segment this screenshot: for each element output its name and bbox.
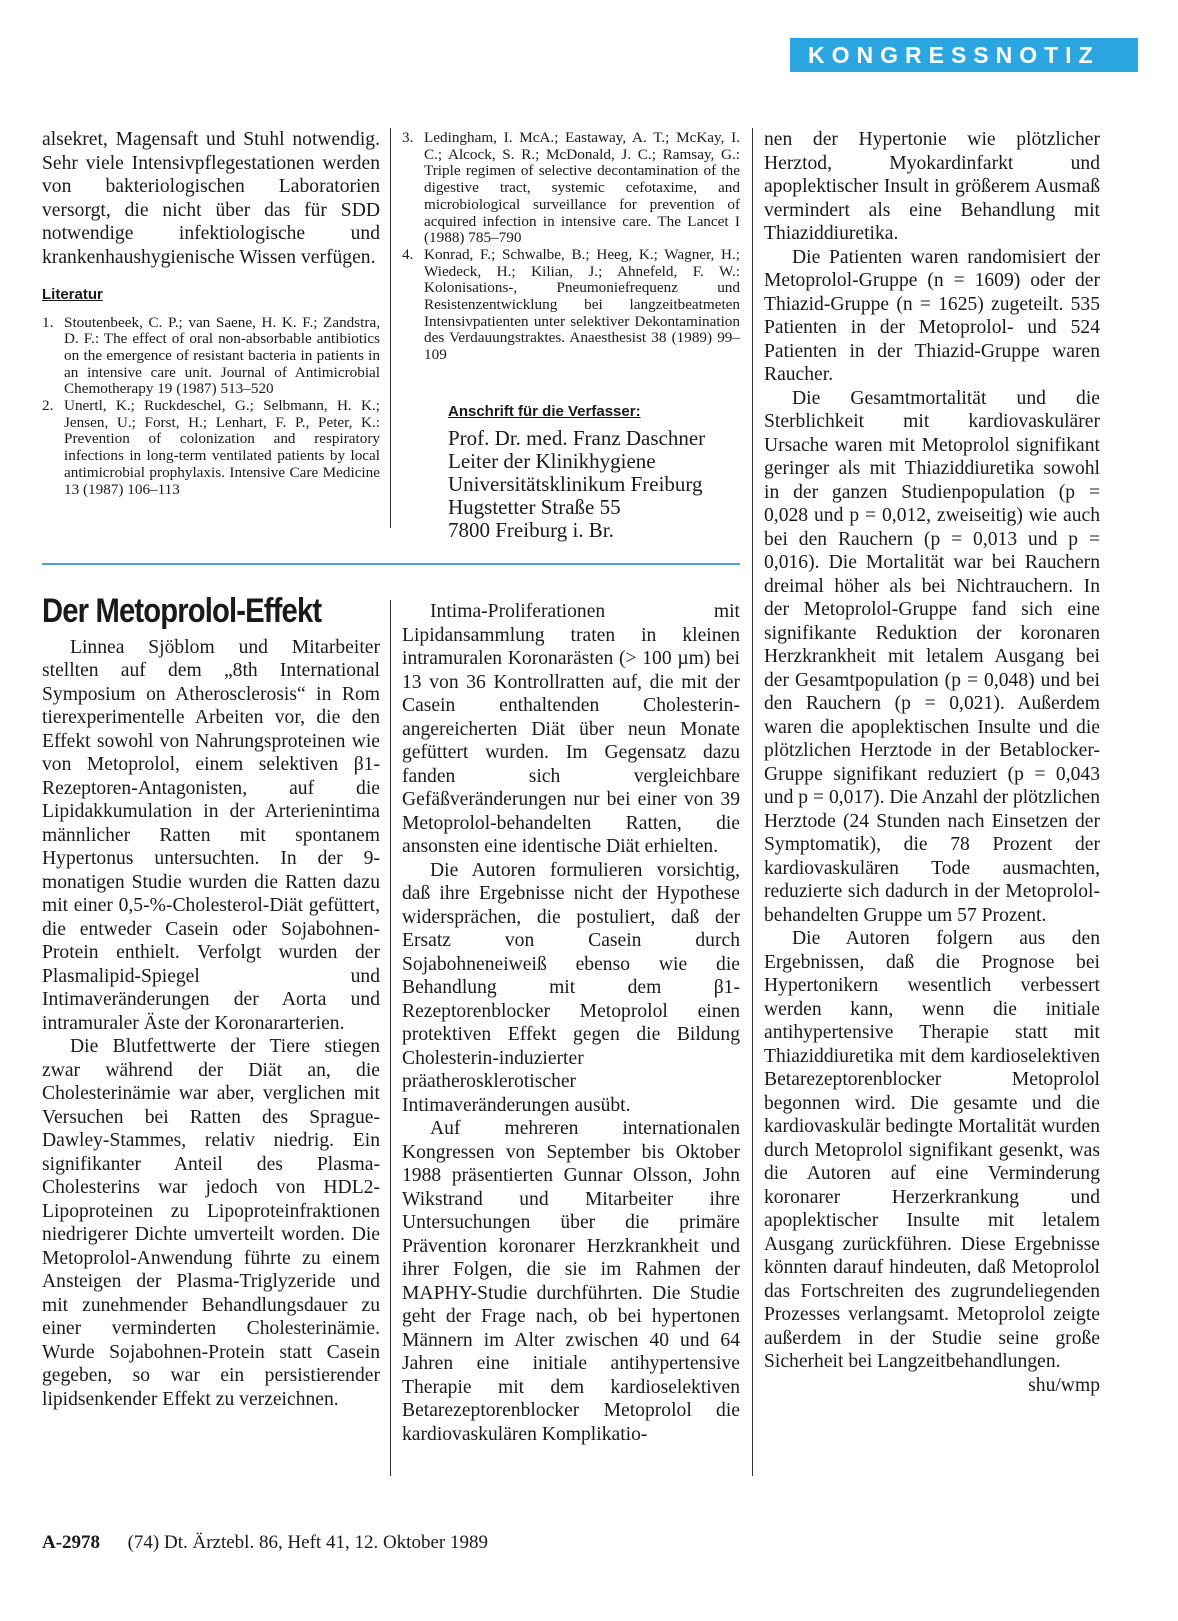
journal-citation: (74) Dt. Ärztebl. 86, Heft 41, 12. Oktober 1989 <box>127 1532 488 1553</box>
author-address <box>448 404 740 542</box>
address-heading: Anschrift für die Verfasser: <box>448 402 641 420</box>
address-line: Prof. Dr. med. Franz Daschner <box>448 425 706 450</box>
reference-item: 1. Stoutenbeek, C. P.; van Saene, H. K. F.; Zandstra, D. F.: The effect of oral non-absorbable antibiotics on the emergence of resistant bacteria in patients in an intensive care unit. Journal of Antimicrobial Chemotherapy 19 (1987) 513–520 <box>42 313 380 398</box>
article-paragraph: Die Gesamtmortalität und die Sterblichkeit mit kardiovaskulärer Ursache waren mit Metoprolol signifikant geringer als mit Thiaziddiuretika sowohl in der ganzen Studienpopulation (p = 0,028 und p = 0,012, zweiseitig) wie auch bei den Rauchern (p = 0,013 und p = 0,016). Die Mortalität war bei Rauchern dreimal höher als bei Nichtrauchern. In der Metoprolol-Gruppe fand sich eine signifikante Reduktion der koronaren Herzkrankheit mit letalem Ausgang bei der Gesamtpopulation (p = 0,048) und bei den Rauchern (p = 0,021). Außerdem waren die apoplektischen Insulte und die plötzlichen Herztode in der Betablocker-Gruppe signifikant reduziert (p = 0,043 und p = 0,017). Die Anzahl der plötzlichen Herztode (24 Stunden nach Einsetzen der Symptomatik), die 78 Prozent der kardiovaskulären Tode ausmachten, reduzierte sich dadurch in der Metoprolol-behandelten Gruppe um 57 Prozent. <box>764 387 1100 926</box>
address-line: Hugstetter Straße 55 <box>448 494 621 519</box>
article-column-1 <box>42 592 380 1411</box>
page-code: A-2978 <box>42 1532 101 1553</box>
address-line: 7800 Freiburg i. Br. <box>448 517 614 542</box>
reference-item: 2. Unertl, K.; Ruckdeschel, G.; Selbmann, H. K.; Jensen, U.; Forst, H.; Lenhart, F. P., Peter, K.: Prevention of colonization and respiratory infections in long-term ventilated patients by local antimicrobial prophylaxis. Intensive Care Medicine 13 (1987) 106–113 <box>42 397 380 498</box>
page-footer <box>42 1532 488 1554</box>
column-divider <box>752 128 753 1476</box>
top-column-1 <box>42 128 380 498</box>
author-signature: shu/wmp <box>1028 1374 1100 1396</box>
article-paragraph: nen der Hypertonie wie plötzlicher Herztod, Myokardinfarkt und apoplektischer Insult in größerem Ausmaß vermindert als eine Behandlung mit Thiaziddiuretika. <box>764 129 1100 244</box>
article-paragraph: Linnea Sjöblom und Mitarbeiter stellten auf dem „8th International Symposium on Atherosclerosis“ in Rom tierexperimentelle Arbeiten vor, die den Effekt sowohl von Nahrungsproteinen wie von Metoprolol, einem selektiven β1-Rezeptoren-Antagonisten, auf die Lipidakkumulation in der Arterienintima männlicher Ratten mit spontanem Hypertonus untersuchten. In der 9-monatigen Studie wurden die Ratten dazu mit einer 0,5-%-Cholesterol-Diät gefüttert, die entweder Casein oder Sojabohnen-Protein enthielt. Verfolgt wurden der Plasmalipid-Spiegel und Intimaveränderungen der Aorta und intramuraler Äste der Koronararterien. <box>42 636 380 1034</box>
article-paragraph: Intima-Proliferationen mit Lipidansammlung traten in kleinen intramuralen Koronarästen (> 100 µm) bei 13 von 36 Kontrollratten auf, die mit der Casein enthaltenden Cholesterin-angereicherten Diät über neun Monate gefüttert wurden. Im Gegensatz dazu fanden sich vergleichbare Gefäßveränderungen nur bei einer von 39 Metoprolol-behandelten Ratten, die ansonsten eine identische Diät erhielten. <box>402 601 740 857</box>
column-divider <box>390 128 391 528</box>
reference-list-left <box>42 315 380 499</box>
address-line: Leiter der Klinikhygiene <box>448 448 656 473</box>
article-paragraph: Die Patienten waren randomisiert der Metoprolol-Gruppe (n = 1609) oder der Thiazid-Gruppe (n = 1625) zugeteilt. 535 Patienten in der Metoprolol- und 524 Patienten in der Thiazid-Gruppe waren Raucher. <box>764 246 1100 385</box>
literature-heading: Literatur <box>42 286 103 303</box>
section-divider-line <box>42 563 740 565</box>
article-paragraph: Die Blutfettwerte der Tiere stiegen zwar während der Diät an, die Cholesterinämie war aber, verglichen mit Versuchen bei Ratten des Sprague-Dawley-Stammes, relativ niedrig. Ein signifikanter Anteil des Plasma-Cholesterins war jedoch von HDL2-Lipoproteinen zu Lipoproteinfraktionen niedrigerer Dichte umverteilt worden. Die Metoprolol-Anwendung führte zu einem Ansteigen der Plasma-Triglyzeride und mit zunehmender Behandlungsdauer zu einer verminderten Cholesterinämie. Wurde Sojabohnen-Protein statt Casein gegeben, so war ein persistierender lipidsenkender Effekt zu verzeichnen. <box>42 1036 380 1410</box>
article-column-2 <box>402 600 740 1446</box>
intro-paragraph: alsekret, Magensaft und Stuhl notwendig. Sehr viele Intensivpflegestationen werden von bakteriologischen Laboratorien versorgt, die nicht über das für SDD notwendige infektiologische und krankenhaushygienische Wissen verfügen. <box>42 129 380 268</box>
reference-item: 3. Ledingham, I. McA.; Eastaway, A. T.; McKay, I. C.; Alcock, S. R.; McDonald, J. C.; Ramsay, G.: Triple regimen of selective decontamination of the digestive tract, systemic cefotaxime, and microbiological surveillance for prevention of acquired infection in intensive care. The Lancet I (1988) 785–790 <box>402 129 740 247</box>
article-paragraph: Die Autoren folgern aus den Ergebnissen, daß die Prognose bei Hypertonikern wesentlich verbessert werden kann, wenn die initiale antihypertensive Therapie statt mit Thiaziddiuretika mit dem kardioselektiven Betarezeptorenblocker Metoprolol begonnen wird. Die gesamte und die kardiovaskulär bedingte Mortalität wurden durch Metoprolol signifikant gesenkt, was die Autoren auf eine Verminderung koronarer Herzerkrankung und apoplektischer Insulte mit letalem Ausgang zurückführen. Diese Ergebnisse könnten darauf hindeuten, daß Metoprolol das Fortschreiten des zugrundeliegenden Prozesses verlangsamt. Metoprolol zeigte außerdem in der Studie seine große Sicherheit bei Langzeitbehandlungen. <box>764 928 1100 1372</box>
article-paragraph: Auf mehreren internationalen Kongressen von September bis Oktober 1988 präsentierten Gunnar Olsson, John Wikstrand und Mitarbeiter ihre Untersuchungen über die primäre Prävention koronarer Herzkrankheit und ihrer Folgen, die sie im Rahmen der MAPHY-Studie durchführten. Die Studie geht der Frage nach, ob bei hypertonen Männern im Alter zwischen 40 und 64 Jahren eine initiale antihypertensive Therapie mit dem kardioselektiven Betarezeptorenblocker Metoprolol die kardiovaskulären Komplikatio- <box>402 1118 740 1445</box>
article-column-3 <box>764 128 1100 1397</box>
top-column-2 <box>402 130 740 542</box>
column-divider <box>390 600 391 1476</box>
section-banner: KONGRESSNOTIZ <box>790 38 1138 72</box>
address-line: Universitätsklinikum Freiburg <box>448 471 703 496</box>
article-paragraph: Die Autoren formulieren vorsichtig, daß ihre Ergebnisse nicht der Hypothese widersprächen, die postuliert, daß der Ersatz von Casein durch Sojabohneneiweiß ebenso wie die Behandlung mit dem β1-Rezeptorenblocker Metoprolol einen protektiven Effekt gegen die Bildung Cholesterin-induzierter präatherosklerotischer Intimaveränderungen ausübt. <box>402 859 740 1116</box>
article-title: Der Metoprolol-Effekt <box>42 592 322 630</box>
reference-item: 4. Konrad, F.; Schwalbe, B.; Heeg, K.; Wagner, H.; Wiedeck, H.; Kilian, J.; Ahnefeld, F. W.: Kolonisations-, Pneumoniefrequenz und Resistenzentwicklung bei langzeitbeatmeten Intensivpatienten unter selektiver Dekontamination des Verdauungstraktes. Anaesthesist 38 (1989) 99–109 <box>402 245 740 364</box>
